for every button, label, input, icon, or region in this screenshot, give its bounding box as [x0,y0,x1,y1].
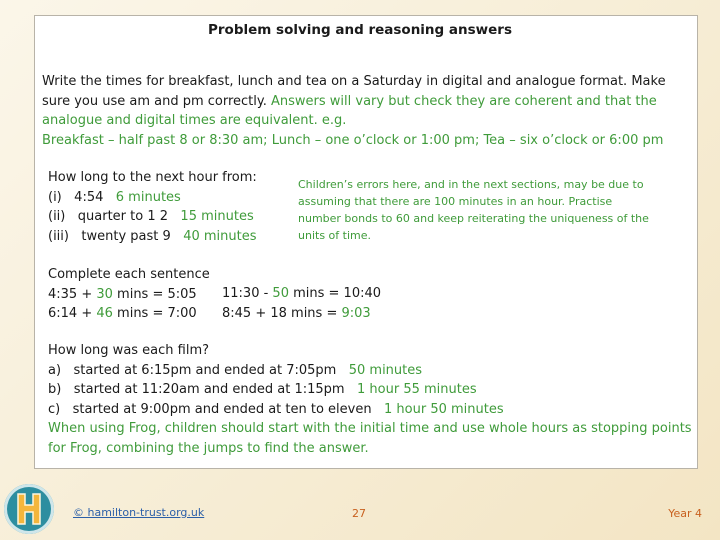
film-heading: How long was each film? [48,343,210,358]
sentence-answer: 46 [96,306,113,321]
film-item: b) started at 11:20am and ended at 1:15pm 1 hour 55 minutes [48,382,477,397]
page-number: 27 [352,507,366,520]
sentence-answer: 50 [272,286,289,301]
film-section [48,341,692,458]
next-hour-item: (i) 4:54 6 minutes [48,189,181,205]
frog-note-line-1: When using Frog, children should start with the initial time and use whole hours as stopping points [48,421,692,436]
intro-example-line: Breakfast – half past 8 or 8:30 am; Lunch – one o’clock or 1:00 pm; Tea – six o’clock or 6:00 pm [42,132,664,148]
sentence-row: 11:30 - 50 mins = 10:40 [222,286,382,301]
sentence-answer: 9:03 [341,305,371,321]
film-answer: 1 hour 55 minutes [357,382,477,397]
sentence-row: 8:45 + 18 mins = 9:03 [222,305,371,321]
film-item: a) started at 6:15pm and ended at 7:05pm 50 minutes [48,362,423,378]
year-label: Year 4 [668,507,702,520]
complete-sentence-section [48,265,210,324]
intro-line-2: sure you use am and pm correctly. Answers will vary but check they are coherent and that the [42,93,657,109]
next-hour-item: (ii) quarter to 1 2 15 minutes [48,209,254,224]
intro-answer-note: Answers will vary but check they are coherent and that the [271,93,657,109]
h-letter-icon [14,492,44,526]
next-hour-heading: How long to the next hour from: [48,170,257,185]
sentence-row: 6:14 + 46 mins = 7:00 [48,306,197,321]
next-hour-section [48,168,257,246]
complete-sentence-heading: Complete each sentence [48,267,210,282]
sentence-row: 4:35 + 30 mins = 5:05 [48,286,197,302]
film-answer: 1 hour 50 minutes [384,401,504,417]
film-answer: 50 minutes [348,362,423,378]
next-hour-answer: 6 minutes [115,189,181,205]
intro-block [42,72,666,150]
next-hour-item: (iii) twenty past 9 40 minutes [48,228,257,244]
intro-line-1: Write the times for breakfast, lunch and tea on a Saturday in digital and analogue format. Make [42,74,666,89]
intro-line-3: analogue and digital times are equivalent. e.g. [42,113,347,128]
film-item: c) started at 9:00pm and ended at ten to eleven 1 hour 50 minutes [48,401,504,417]
next-hour-answer: 15 minutes [180,209,254,224]
hamilton-trust-logo [4,484,54,534]
hamilton-trust-link[interactable]: © hamilton-trust.org.uk [73,506,205,519]
complete-sentence-right [222,284,381,323]
page-title: Problem solving and reasoning answers [208,22,512,38]
next-hour-answer: 40 minutes [183,228,257,244]
teacher-note: Children’s errors here, and in the next sections, may be due to assuming that there are 100 minutes in an hour. Practise number bonds to 60 and keep reiterating the uniqueness of the units of time. [298,178,649,242]
frog-note-line-2: for Frog, combining the jumps to find the answer. [48,440,369,456]
sentence-answer: 30 [96,286,113,302]
